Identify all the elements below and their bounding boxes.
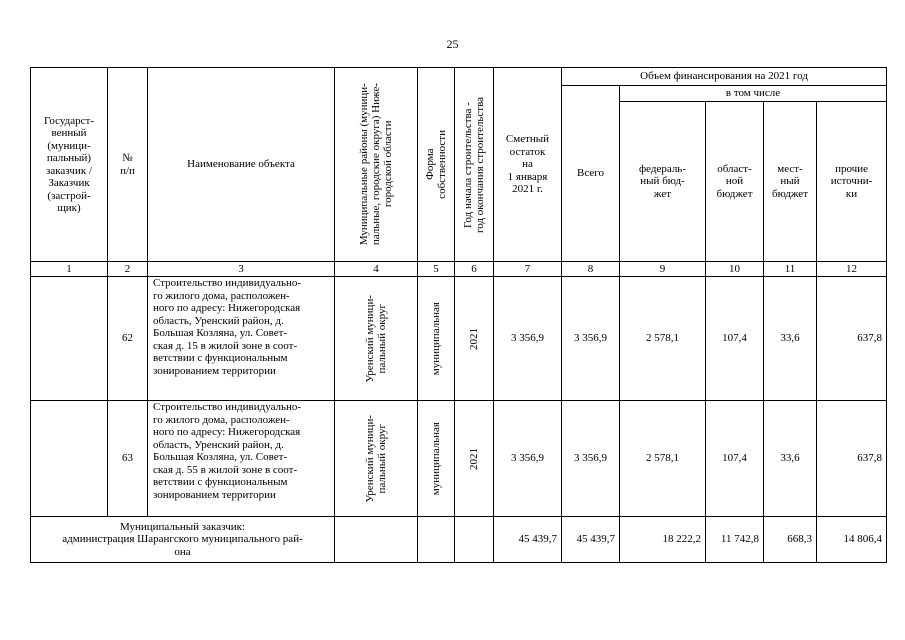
column-number: 8 (562, 262, 620, 277)
row-ownership-cell (418, 401, 455, 517)
row-year-cell (455, 277, 494, 401)
summary-empty (335, 517, 418, 563)
summary-total: 45 439,7 (562, 517, 620, 563)
row-object-name: Строительство индивидуально- го жилого дома, расположен- ного по адресу: Нижегородская область, Уренский район, д. Большая Козляна, ул. Совет- ская д. 15 в жилой зоне в соот- ветствии с функциональным зонированием территории (148, 277, 335, 401)
row-federal: 2 578,1 (620, 401, 706, 517)
header-years: Год начала строительства - год окончания строительства (462, 96, 486, 233)
row-number: 62 (108, 277, 148, 401)
header-customer: Государст- венный (муници- пальный) заказчик / Заказчик (застрой- щик) (31, 68, 108, 262)
column-number: 6 (455, 262, 494, 277)
row-regional: 107,4 (706, 401, 764, 517)
row-year: 2021 (468, 447, 480, 470)
summary-estimate: 45 439,7 (494, 517, 562, 563)
column-number: 10 (706, 262, 764, 277)
row-local: 33,6 (764, 401, 817, 517)
column-numbers-row (31, 262, 887, 277)
column-number: 4 (335, 262, 418, 277)
row-ownership: муниципальная (430, 421, 442, 496)
column-number: 2 (108, 262, 148, 277)
row-year-cell (455, 401, 494, 517)
header-years-cell (455, 68, 494, 262)
header-total: Всего (562, 86, 620, 262)
row-ownership: муниципальная (430, 301, 442, 376)
row-local: 33,6 (764, 277, 817, 401)
column-number: 1 (31, 262, 108, 277)
row-other: 637,8 (817, 401, 887, 517)
header-ownership-cell (418, 68, 455, 262)
header-row-1 (31, 68, 887, 86)
column-number: 12 (817, 262, 887, 277)
header-local: мест- ный бюджет (764, 102, 817, 262)
row-customer (31, 277, 108, 401)
header-including: в том числе (620, 86, 887, 102)
summary-regional: 11 742,8 (706, 517, 764, 563)
row-total: 3 356,9 (562, 277, 620, 401)
row-ownership-cell (418, 277, 455, 401)
row-federal: 2 578,1 (620, 277, 706, 401)
row-number: 63 (108, 401, 148, 517)
row-customer (31, 401, 108, 517)
header-number: № п/п (108, 68, 148, 262)
column-number: 7 (494, 262, 562, 277)
page-number: 25 (446, 37, 459, 51)
row-object-name: Строительство индивидуально- го жилого дома, расположен- ного по адресу: Нижегородская область, Уренский район, д. Большая Козляна, ул. Совет- ская д. 55 в жилой зоне в соот- ветствии с функциональным зонированием территории (148, 401, 335, 517)
row-year: 2021 (468, 327, 480, 350)
column-number: 9 (620, 262, 706, 277)
column-number: 11 (764, 262, 817, 277)
header-object-name: Наименование объекта (148, 68, 335, 262)
summary-customer-label: Муниципальный заказчик: администрация Шарангского муниципального рай- она (31, 517, 335, 563)
row-regional: 107,4 (706, 277, 764, 401)
header-ownership: Форма собственности (424, 130, 448, 199)
summary-federal: 18 222,2 (620, 517, 706, 563)
table-row (31, 401, 887, 517)
financing-table (30, 67, 887, 563)
row-estimate: 3 356,9 (494, 277, 562, 401)
row-district-cell (335, 277, 418, 401)
header-federal: федераль- ный бюд- жет (620, 102, 706, 262)
column-number: 3 (148, 262, 335, 277)
header-estimate: Сметный остаток на 1 января 2021 г. (494, 68, 562, 262)
header-other: прочие источни- ки (817, 102, 887, 262)
table-row (31, 277, 887, 401)
row-district-cell (335, 401, 418, 517)
row-district: Уренский муници- пальный округ (364, 414, 388, 503)
row-total: 3 356,9 (562, 401, 620, 517)
header-regional: област- ной бюджет (706, 102, 764, 262)
summary-other: 14 806,4 (817, 517, 887, 563)
row-other: 637,8 (817, 277, 887, 401)
column-number: 5 (418, 262, 455, 277)
header-district-cell (335, 68, 418, 262)
header-district: Муниципальные районы (муници- пальные, городские округа) Ниже- городской области (358, 83, 394, 246)
summary-row (31, 517, 887, 563)
row-estimate: 3 356,9 (494, 401, 562, 517)
row-district: Уренский муници- пальный округ (364, 294, 388, 383)
header-financing: Объем финансирования на 2021 год (562, 68, 887, 86)
summary-empty (455, 517, 494, 563)
summary-empty (418, 517, 455, 563)
summary-local: 668,3 (764, 517, 817, 563)
